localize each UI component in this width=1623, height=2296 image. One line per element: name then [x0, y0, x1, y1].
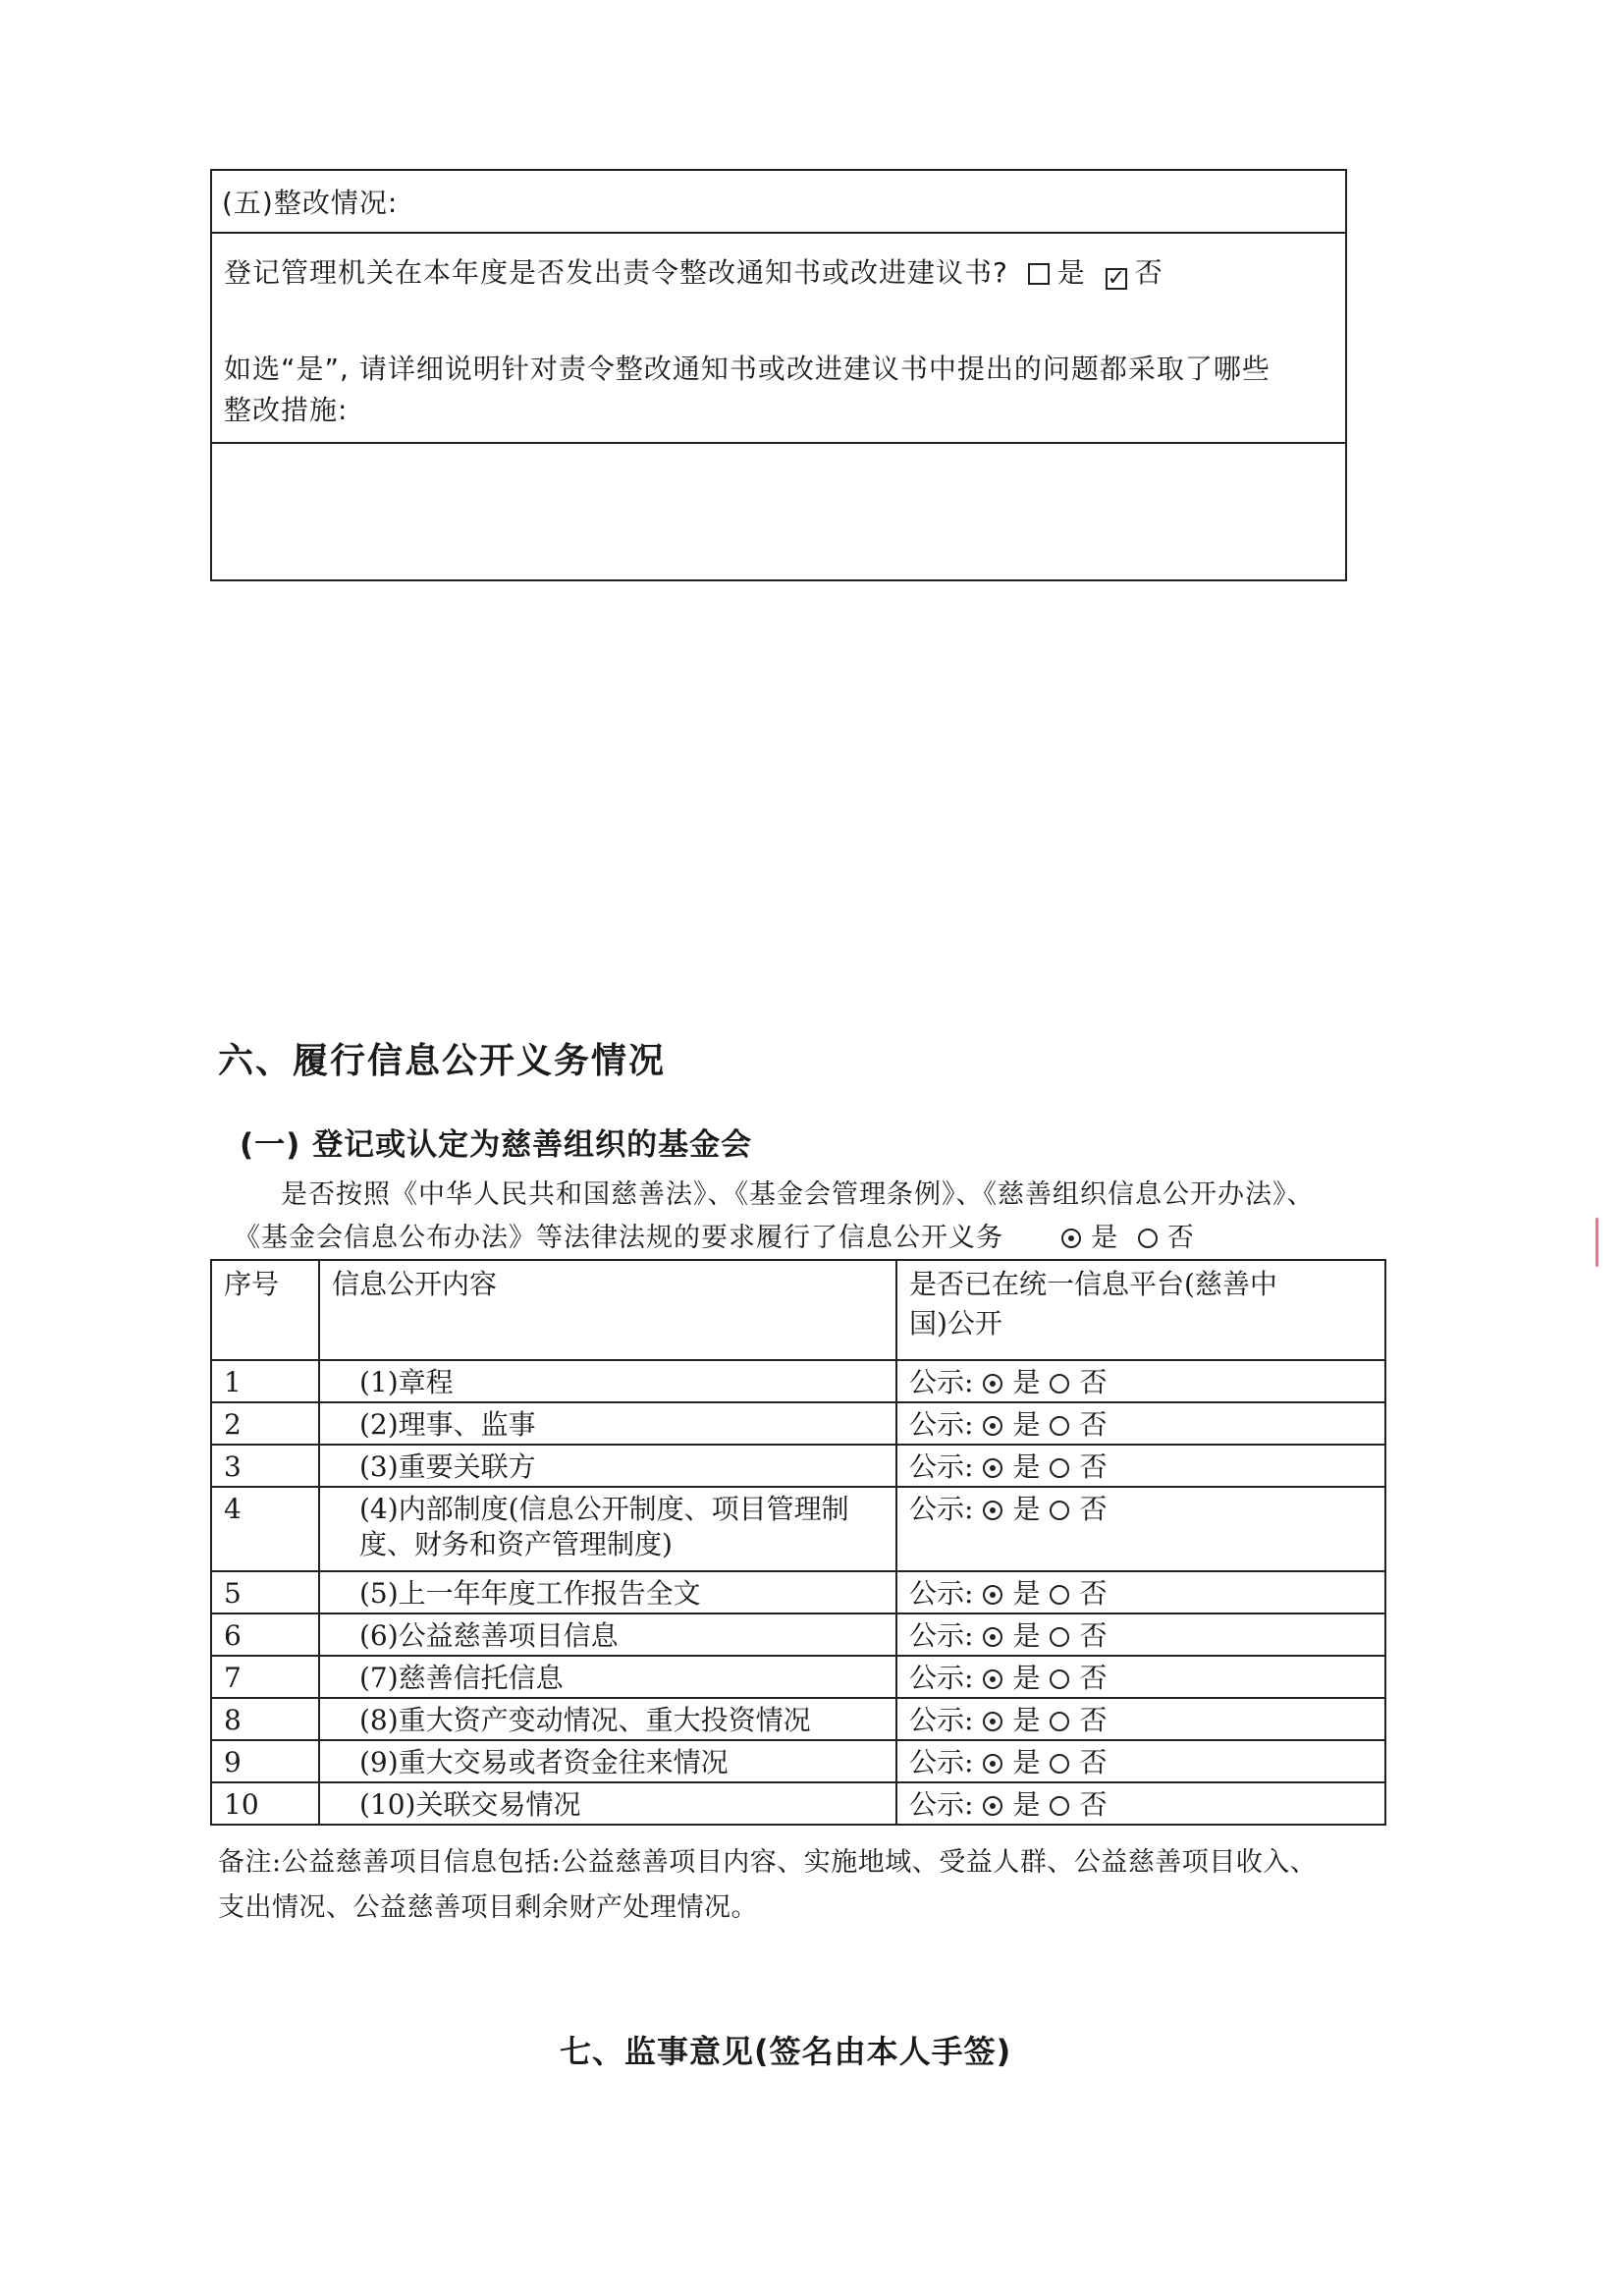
yes-label: 是 — [1012, 1746, 1041, 1778]
row-no-radio[interactable] — [1050, 1501, 1069, 1520]
header-published-line1: 是否已在统一信息平台(慈善中 — [909, 1268, 1277, 1300]
rectification-answer-field[interactable] — [212, 444, 1345, 581]
yes-label: 是 — [1012, 1493, 1041, 1525]
yes-label: 是 — [1012, 1704, 1041, 1736]
publish-label: 公示: — [909, 1366, 974, 1398]
table-row — [211, 1613, 1385, 1656]
row-yes-radio[interactable] — [983, 1712, 1002, 1731]
rectification-yes-label: 是 — [1056, 256, 1086, 289]
table-row — [211, 1402, 1385, 1445]
section7-title: 七、监事意见(签名由本人手签) — [560, 2033, 1012, 2070]
intro-yes-label: 是 — [1091, 1223, 1119, 1253]
header-published — [896, 1260, 1385, 1360]
section6-intro-line2: 《基金会信息公布办法》等法律法规的要求履行了信息公开义务 — [234, 1223, 1003, 1253]
section6-title: 六、履行信息公开义务情况 — [218, 1041, 667, 1081]
row-no: 5 — [211, 1571, 319, 1613]
row-no: 9 — [211, 1740, 319, 1782]
row-no: 3 — [211, 1445, 319, 1487]
table-row — [211, 1487, 1385, 1571]
intro-yes-radio[interactable] — [1061, 1229, 1081, 1248]
row-no-radio[interactable] — [1050, 1669, 1069, 1689]
row-yes-radio[interactable] — [983, 1501, 1002, 1520]
row-publish-cell — [896, 1487, 1385, 1571]
row-yes-radio[interactable] — [983, 1669, 1002, 1689]
section6-intro-line2-wrap — [234, 1216, 1195, 1261]
row-content: (1)章程 — [319, 1360, 896, 1402]
header-published-line2: 国)公开 — [909, 1307, 1002, 1339]
table-row — [211, 1656, 1385, 1698]
disclosure-table — [210, 1259, 1386, 1826]
table-row — [211, 1360, 1385, 1402]
no-label: 否 — [1079, 1704, 1108, 1736]
table-header-row — [211, 1260, 1385, 1360]
row-content: (3)重要关联方 — [319, 1445, 896, 1487]
row-publish-cell — [896, 1445, 1385, 1487]
row-no: 2 — [211, 1402, 319, 1445]
publish-label: 公示: — [909, 1493, 974, 1525]
row-publish-cell — [896, 1656, 1385, 1698]
row-no: 10 — [211, 1782, 319, 1825]
rectification-detail-prompt-line1: 如选“是”, 请详细说明针对责令整改通知书或改进建议书中提出的问题都采取了哪些 — [224, 353, 1271, 385]
yes-label: 是 — [1012, 1662, 1041, 1694]
no-label: 否 — [1079, 1662, 1108, 1694]
row-yes-radio[interactable] — [983, 1416, 1002, 1436]
no-label: 否 — [1079, 1450, 1108, 1483]
row-no: 6 — [211, 1613, 319, 1656]
row-no-radio[interactable] — [1050, 1754, 1069, 1774]
rectification-no-label: 否 — [1134, 256, 1163, 289]
table-row — [211, 1740, 1385, 1782]
rectification-question-line — [224, 253, 1163, 293]
row-yes-radio[interactable] — [983, 1796, 1002, 1816]
page-edge-mark — [1596, 1218, 1598, 1267]
row-no-radio[interactable] — [1050, 1796, 1069, 1816]
table-note-line2: 支出情况、公益慈善项目剩余财产处理情况。 — [218, 1892, 758, 1923]
row-content: (7)慈善信托信息 — [319, 1656, 896, 1698]
table-row — [211, 1698, 1385, 1740]
yes-label: 是 — [1012, 1408, 1041, 1441]
rectification-question: 登记管理机关在本年度是否发出责令整改通知书或改进建议书? — [224, 256, 1008, 289]
publish-label: 公示: — [909, 1704, 974, 1736]
rectification-box — [210, 169, 1347, 581]
row-yes-radio[interactable] — [983, 1627, 1002, 1647]
row-publish-cell — [896, 1402, 1385, 1445]
rectification-question-row — [212, 234, 1345, 444]
row-no: 1 — [211, 1360, 319, 1402]
row-content: (5)上一年年度工作报告全文 — [319, 1571, 896, 1613]
rectification-yes-checkbox[interactable] — [1028, 263, 1050, 285]
yes-label: 是 — [1012, 1788, 1041, 1821]
no-label: 否 — [1079, 1746, 1108, 1778]
row-publish-cell — [896, 1613, 1385, 1656]
row-yes-radio[interactable] — [983, 1754, 1002, 1774]
publish-label: 公示: — [909, 1662, 974, 1694]
row-content: (10)关联交易情况 — [319, 1782, 896, 1825]
row-no-radio[interactable] — [1050, 1374, 1069, 1394]
header-content: 信息公开内容 — [319, 1260, 896, 1360]
publish-label: 公示: — [909, 1577, 974, 1610]
row-no: 4 — [211, 1487, 319, 1571]
no-label: 否 — [1079, 1493, 1108, 1525]
intro-no-radio[interactable] — [1138, 1229, 1158, 1248]
table-row — [211, 1445, 1385, 1487]
row-publish-cell — [896, 1360, 1385, 1402]
row-no-radio[interactable] — [1050, 1585, 1069, 1605]
row-content: (8)重大资产变动情况、重大投资情况 — [319, 1698, 896, 1740]
section6-intro-line1: 是否按照《中华人民共和国慈善法》、《基金会管理条例》、《慈善组织信息公开办法》、 — [281, 1179, 1315, 1210]
publish-label: 公示: — [909, 1746, 974, 1778]
table-row — [211, 1571, 1385, 1613]
row-publish-cell — [896, 1571, 1385, 1613]
row-publish-cell — [896, 1782, 1385, 1825]
row-content: (4)内部制度(信息公开制度、项目管理制度、财务和资产管理制度) — [319, 1487, 896, 1571]
table-row — [211, 1782, 1385, 1825]
no-label: 否 — [1079, 1619, 1108, 1652]
row-yes-radio[interactable] — [983, 1458, 1002, 1478]
row-no-radio[interactable] — [1050, 1712, 1069, 1731]
row-content: (9)重大交易或者资金往来情况 — [319, 1740, 896, 1782]
rectification-no-checkbox[interactable]: ✓ — [1107, 266, 1127, 291]
publish-label: 公示: — [909, 1788, 974, 1821]
section6-subsection-title: (一) 登记或认定为慈善组织的基金会 — [240, 1127, 753, 1163]
row-yes-radio[interactable] — [983, 1374, 1002, 1394]
yes-label: 是 — [1012, 1619, 1041, 1652]
yes-label: 是 — [1012, 1577, 1041, 1610]
yes-label: 是 — [1012, 1366, 1041, 1398]
intro-no-label: 否 — [1166, 1223, 1195, 1253]
header-no: 序号 — [211, 1260, 319, 1360]
row-no: 8 — [211, 1698, 319, 1740]
no-label: 否 — [1079, 1366, 1108, 1398]
row-no-radio[interactable] — [1050, 1627, 1069, 1647]
row-no-radio[interactable] — [1050, 1458, 1069, 1478]
table-note-line1: 备注:公益慈善项目信息包括:公益慈善项目内容、实施地域、受益人群、公益慈善项目收入、 — [218, 1847, 1318, 1878]
row-publish-cell — [896, 1698, 1385, 1740]
row-no-radio[interactable] — [1050, 1416, 1069, 1436]
publish-label: 公示: — [909, 1619, 974, 1652]
rectification-heading-row — [212, 171, 1345, 234]
row-yes-radio[interactable] — [983, 1585, 1002, 1605]
publish-label: 公示: — [909, 1450, 974, 1483]
no-label: 否 — [1079, 1788, 1108, 1821]
rectification-detail-prompt-line2: 整改措施: — [224, 394, 349, 426]
publish-label: 公示: — [909, 1408, 974, 1441]
row-content: (2)理事、监事 — [319, 1402, 896, 1445]
row-publish-cell — [896, 1740, 1385, 1782]
yes-label: 是 — [1012, 1450, 1041, 1483]
row-content: (6)公益慈善项目信息 — [319, 1613, 896, 1656]
no-label: 否 — [1079, 1577, 1108, 1610]
no-label: 否 — [1079, 1408, 1108, 1441]
rectification-heading: (五)整改情况: — [222, 187, 399, 219]
row-no: 7 — [211, 1656, 319, 1698]
